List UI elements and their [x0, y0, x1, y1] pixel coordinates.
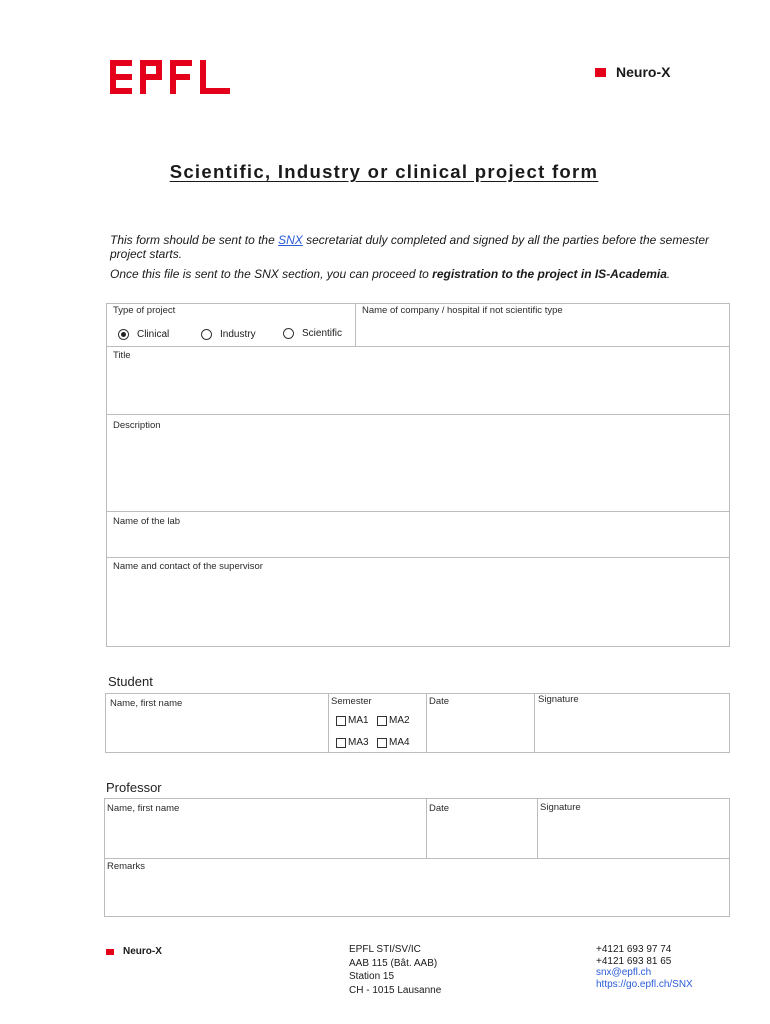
- description-field[interactable]: [107, 432, 729, 510]
- divider: [534, 693, 535, 753]
- epfl-logo: [110, 60, 232, 99]
- checkbox-ma2[interactable]: [377, 715, 410, 726]
- intro-text: .: [666, 267, 671, 281]
- address-line: AAB 115 (Bât. AAB): [349, 957, 438, 969]
- supervisor-field[interactable]: [107, 573, 729, 645]
- red-square-icon: [595, 68, 606, 77]
- intro-bold: registration to the project in IS-Academia: [432, 267, 667, 281]
- professor-signature-label: Signature: [540, 802, 581, 813]
- title-label: Title: [113, 350, 131, 361]
- radio-label: Scientific: [302, 328, 343, 339]
- title-field[interactable]: [107, 362, 729, 412]
- radio-industry[interactable]: [201, 329, 256, 340]
- professor-date-label: Date: [429, 803, 450, 814]
- radio-label: Clinical: [137, 329, 170, 340]
- footer-address: [349, 944, 441, 997]
- divider: [426, 798, 427, 858]
- checkbox-label: MA2: [389, 715, 410, 726]
- radio-clinical[interactable]: [118, 329, 169, 340]
- checkbox-icon: [336, 716, 346, 726]
- semester-label: Semester: [331, 696, 372, 707]
- epfl-logo-icon: [110, 60, 232, 94]
- divider: [106, 414, 730, 415]
- student-table: [105, 693, 730, 753]
- checkbox-ma1[interactable]: [336, 715, 369, 726]
- checkbox-icon: [377, 716, 387, 726]
- intro-text: This form should be sent to the: [110, 233, 279, 247]
- intro-text: Once this file is sent to the SNX section, you can proceed to: [110, 267, 433, 281]
- student-date-label: Date: [429, 696, 450, 707]
- radio-empty-icon: [283, 328, 294, 339]
- radio-selected-icon: [118, 329, 129, 340]
- student-signature-label: Signature: [538, 694, 579, 705]
- checkbox-ma3[interactable]: [336, 737, 369, 748]
- divider: [106, 511, 730, 512]
- intro-paragraph: [110, 233, 720, 261]
- remarks-field[interactable]: [105, 873, 729, 915]
- intro-paragraph-2: [110, 267, 730, 281]
- phone: +4121 693 81 65: [596, 955, 672, 967]
- professor-heading: Professor: [106, 780, 162, 795]
- lab-label: Name of the lab: [113, 516, 181, 527]
- checkbox-label: MA1: [348, 715, 369, 726]
- divider: [106, 346, 730, 347]
- divider: [355, 303, 356, 347]
- checkbox-icon: [377, 738, 387, 748]
- checkbox-label: MA3: [348, 737, 369, 748]
- divider: [104, 858, 730, 859]
- radio-scientific[interactable]: [283, 328, 342, 339]
- supervisor-label: Name and contact of the supervisor: [113, 561, 263, 572]
- professor-name-label: Name, first name: [107, 803, 180, 814]
- divider: [537, 798, 538, 858]
- url-link[interactable]: https://go.epfl.ch/SNX: [596, 978, 693, 990]
- student-heading: Student: [108, 674, 153, 689]
- snx-link[interactable]: SNX: [278, 233, 303, 247]
- remarks-label: Remarks: [107, 861, 146, 872]
- email-link[interactable]: snx@epfl.ch: [596, 967, 652, 978]
- divider: [106, 557, 730, 558]
- lab-field[interactable]: [107, 528, 729, 556]
- unit-header: [595, 64, 670, 80]
- footer-unit-name: Neuro-X: [123, 946, 162, 957]
- divider: [426, 693, 427, 753]
- type-of-project-label: Type of project: [113, 305, 176, 316]
- intro-text: secretariat duly completed and signed by all the parties before the semester project starts.: [110, 233, 710, 261]
- radio-label: Industry: [220, 329, 256, 340]
- checkbox-ma4[interactable]: [377, 737, 410, 748]
- radio-empty-icon: [201, 329, 212, 340]
- footer-unit: [106, 946, 162, 957]
- address-line: CH - 1015 Lausanne: [349, 984, 442, 996]
- divider: [328, 693, 329, 753]
- student-name-label: Name, first name: [110, 698, 183, 709]
- footer-contact: [596, 944, 693, 990]
- unit-name: Neuro-X: [616, 64, 671, 80]
- description-label: Description: [113, 420, 161, 431]
- address-line: Station 15: [349, 971, 395, 982]
- checkbox-icon: [336, 738, 346, 748]
- address-line: EPFL STI/SV/IC: [349, 944, 421, 955]
- checkbox-label: MA4: [389, 737, 410, 748]
- company-label: Name of company / hospital if not scientific type: [362, 305, 563, 316]
- page-title: Scientific, Industry or clinical project form: [169, 161, 599, 182]
- phone: +4121 693 97 74: [596, 944, 672, 955]
- red-square-icon: [106, 949, 114, 955]
